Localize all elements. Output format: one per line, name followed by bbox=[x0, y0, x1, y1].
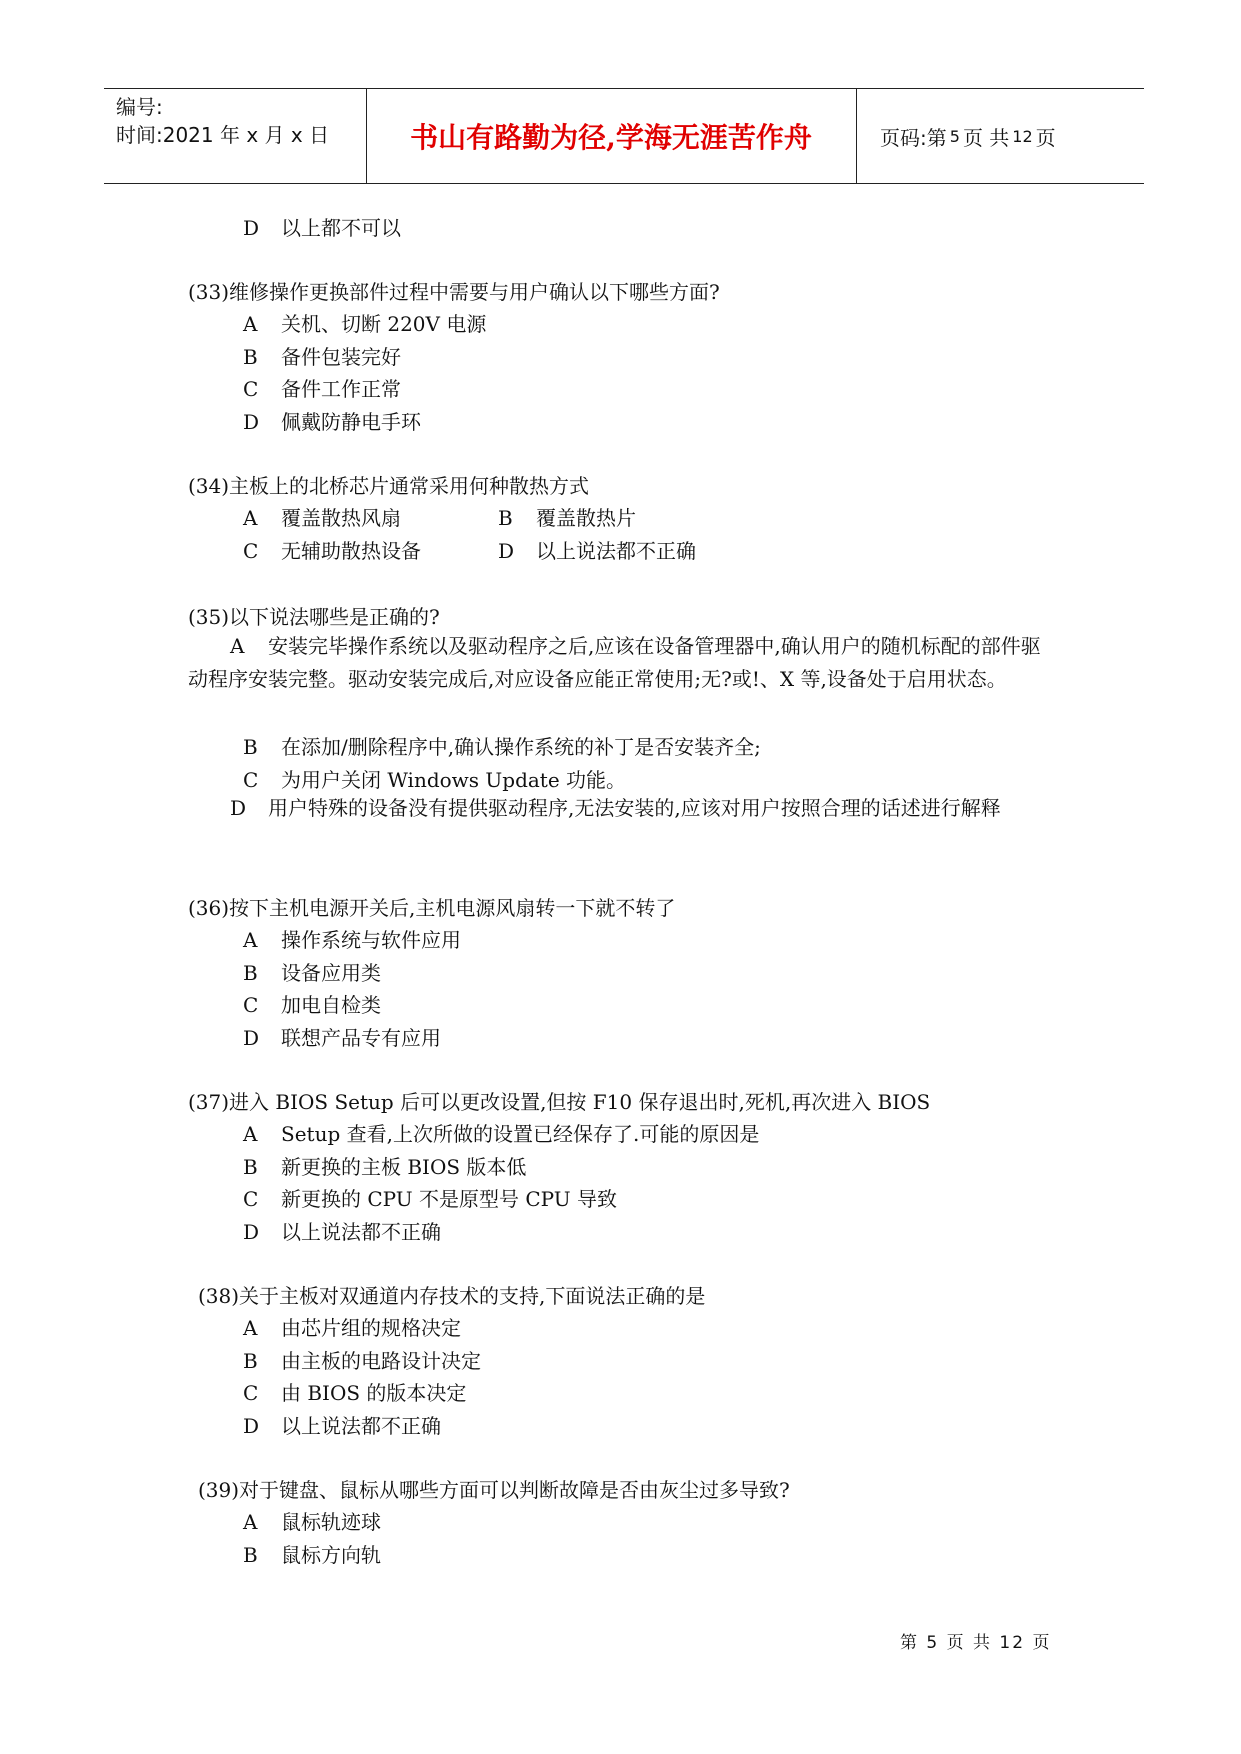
q39-question: (39)对于键盘、鼠标从哪些方面可以判断故障是否由灰尘过多导致? bbox=[198, 1478, 790, 1502]
q36-question: (36)按下主机电源开关后,主机电源风扇转一下就不转了 bbox=[188, 896, 676, 920]
q34-option-d: D 以上说法都不正确 bbox=[498, 539, 696, 563]
q34-option-b: B 覆盖散热片 bbox=[498, 506, 636, 530]
q35-option-d: D 用户特殊的设备没有提供驱动程序,无法安装的,应该对用户按照合理的话述进行解释 bbox=[230, 796, 1001, 820]
page-header bbox=[104, 88, 1144, 184]
header-motto: 书山有路勤为径,学海无涯苦作舟 bbox=[410, 121, 812, 154]
q36-option-a: A 操作系统与软件应用 bbox=[243, 928, 461, 952]
page-footer: 第 5 页 共 12 页 bbox=[900, 1633, 1052, 1653]
q39-option-a: A 鼠标轨迹球 bbox=[243, 1510, 381, 1534]
q38-question: (38)关于主板对双通道内存技术的支持,下面说法正确的是 bbox=[198, 1284, 706, 1308]
q38-option-d: D 以上说法都不正确 bbox=[243, 1414, 441, 1438]
q33-option-b: B 备件包装完好 bbox=[243, 345, 401, 369]
q37-option-a: A Setup 查看,上次所做的设置已经保存了.可能的原因是 bbox=[243, 1122, 760, 1146]
q38-option-a: A 由芯片组的规格决定 bbox=[243, 1316, 461, 1340]
q35-option-c: C 为用户关闭 Windows Update 功能。 bbox=[243, 768, 627, 792]
q35-option-b: B 在添加/删除程序中,确认操作系统的补丁是否安装齐全; bbox=[243, 735, 761, 759]
q39-option-b: B 鼠标方向轨 bbox=[243, 1543, 381, 1567]
q34-option-c: C 无辅助散热设备 bbox=[243, 539, 421, 563]
header-divider-right bbox=[856, 89, 857, 183]
q36-option-c: C 加电自检类 bbox=[243, 993, 381, 1017]
q34-question: (34)主板上的北桥芯片通常采用何种散热方式 bbox=[188, 474, 590, 498]
q32-option-d: D 以上都不可以 bbox=[243, 216, 401, 240]
page-prefix: 页码:第 bbox=[880, 125, 947, 150]
q35-option-a: A 安装完毕操作系统以及驱动程序之后,应该在设备管理器中,确认用户的随机标配的部件驱动程序安装完整。驱动安装完成后,对应设备应能正常使用;无?或!、X 等,设备处于启用状态。 bbox=[188, 634, 1041, 691]
q34-option-a: A 覆盖散热风扇 bbox=[243, 506, 401, 530]
q33-option-d: D 佩戴防静电手环 bbox=[243, 410, 421, 434]
header-page-number bbox=[866, 89, 1056, 183]
q38-option-c: C 由 BIOS 的版本决定 bbox=[243, 1381, 467, 1405]
header-meta bbox=[116, 93, 329, 149]
q36-option-d: D 联想产品专有应用 bbox=[243, 1026, 441, 1050]
page-middle: 页 共 bbox=[962, 125, 1010, 150]
q38-option-b: B 由主板的电路设计决定 bbox=[243, 1349, 481, 1373]
q36-option-b: B 设备应用类 bbox=[243, 961, 381, 985]
page-total: 12 bbox=[1012, 126, 1033, 146]
q37-question: (37)进入 BIOS Setup 后可以更改设置,但按 F10 保存退出时,死机,再次进入 BIOS bbox=[188, 1090, 931, 1114]
document-number-label: 编号: bbox=[116, 95, 163, 119]
q33-option-c: C 备件工作正常 bbox=[243, 377, 401, 401]
q33-option-a: A 关机、切断 220V 电源 bbox=[243, 312, 487, 336]
q35-question: (35)以下说法哪些是正确的? bbox=[188, 605, 440, 629]
q33-question: (33)维修操作更换部件过程中需要与用户确认以下哪些方面? bbox=[188, 280, 720, 304]
page-current: 5 bbox=[949, 126, 960, 146]
page-suffix: 页 bbox=[1035, 125, 1056, 150]
q37-option-d: D 以上说法都不正确 bbox=[243, 1220, 441, 1244]
q37-option-b: B 新更换的主板 BIOS 版本低 bbox=[243, 1155, 527, 1179]
q37-option-c: C 新更换的 CPU 不是原型号 CPU 导致 bbox=[243, 1187, 617, 1211]
document-time-label: 时间:2021 年 x 月 x 日 bbox=[116, 123, 330, 147]
